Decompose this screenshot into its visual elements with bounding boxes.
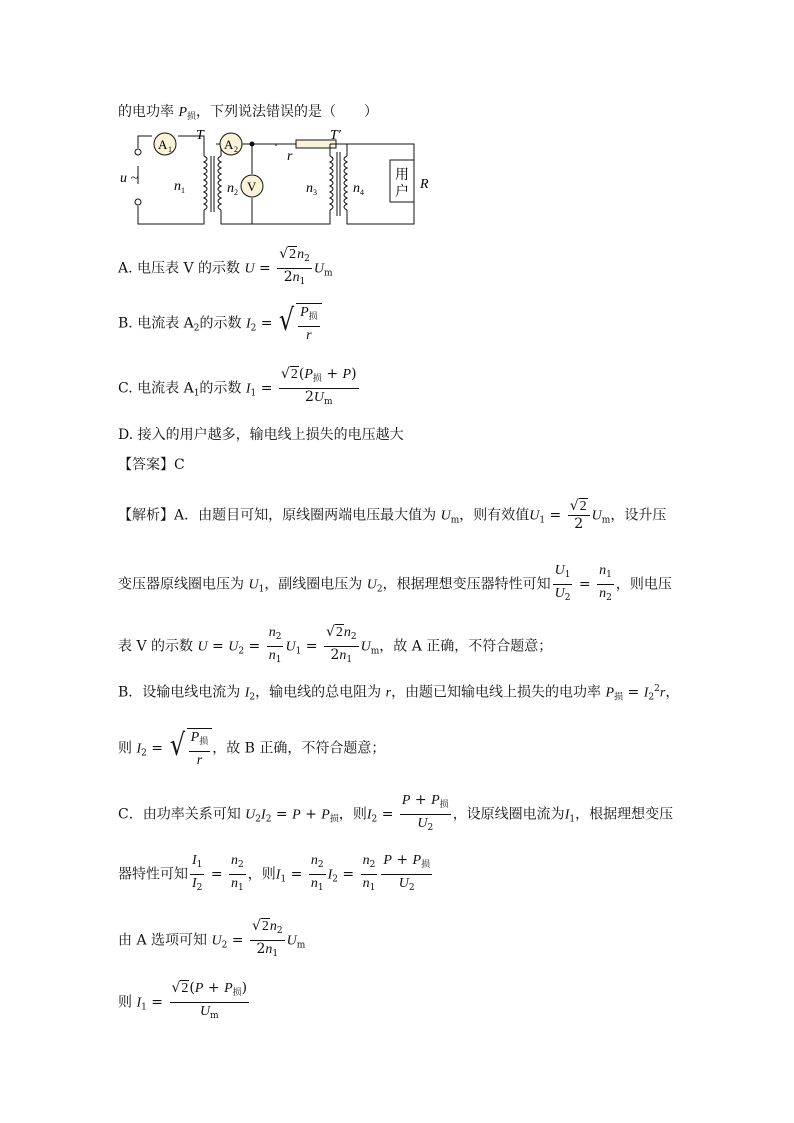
svg-text:3: 3 bbox=[313, 188, 317, 197]
analysis-line-6: C．由功率关系可知 $U_2I_2 = P + P_损$，则$I_2$ = $\frac{P + P_损}{U_2}$ ，设原线圈电流为$I_1$，根据理想变压 bbox=[118, 792, 674, 833]
analysis-line-1: 【解析】A．由题目可知，原线圈两端电压最大值为 $U_m$，则有效值$U_1$ = $\frac{√2}{2}$ $U_m$，设升压 bbox=[118, 498, 667, 532]
user-box-label-1: 用 bbox=[395, 168, 409, 183]
circuit-diagram bbox=[118, 126, 438, 230]
option-d: D. 接入的用户越多，输电线上损失的电压越大 bbox=[118, 427, 404, 443]
svg-text:4: 4 bbox=[360, 188, 364, 197]
label-T-prime: T′ bbox=[330, 128, 341, 143]
analysis-line-9: 则 $I_1$ = $\frac{√2(P + P_损)}{U_m}$ bbox=[118, 980, 248, 1021]
junction-dot bbox=[250, 142, 254, 146]
svg-text:2: 2 bbox=[234, 188, 238, 197]
svg-text:A: A bbox=[224, 137, 234, 152]
fraction: $\frac{√2n_2}{2n_1}$ bbox=[279, 246, 310, 287]
option-c: C. 电流表 $A_1$的示数 $I_1$ = $\frac{√2(P_损 + P)}{2U_m}$ bbox=[118, 366, 361, 411]
label-T: T bbox=[196, 128, 204, 143]
label-n4: n bbox=[353, 181, 360, 196]
analysis-line-3: 表 V 的示数 $U = U_2$ = $\frac{n_2}{n_1}$ $U_1$ = $\frac{√2n_2}{2n_1}$ $U_m$，故 A 正确，不符合题意； bbox=[118, 624, 553, 665]
label-n3: n bbox=[306, 181, 313, 196]
label-R: R bbox=[420, 177, 429, 192]
analysis-line-7: 器特性可知 $\frac{I_1}{I_2}$ = $\frac{n_2}{n_1}$ ，则$I_1$ = $\frac{n_2}{n_1}$ $I_2$ = $\frac{n_2}{n_1}$ $\frac{P + P_损}{U_2}$ bbox=[118, 852, 431, 893]
user-box-label-2: 户 bbox=[395, 185, 409, 200]
svg-text:2: 2 bbox=[234, 145, 238, 154]
analysis-line-5: 则 $I_2$ = √ $\frac{P_损}{r}$ ，故 B 正确，不符合题意； bbox=[118, 728, 386, 768]
option-b: B. 电流表 $A_2$的示数 $I_2$ = √ $\frac{P_损}{r}$ bbox=[118, 303, 322, 344]
terminal-bottom bbox=[135, 199, 141, 205]
label-n1: n bbox=[174, 179, 181, 194]
question-stem: 的电功率 $P_损$，下列说法错误的是（ ） bbox=[118, 104, 379, 122]
fraction: $\frac{√2(P_损 + P)}{2U_m}$ bbox=[280, 366, 357, 407]
analysis-line-4: B．设输电线电流为 $I_2$，输电线的总电阻为 r，由题已知输电线上损失的电功率 $P_损 = I_2^2r$， bbox=[118, 684, 680, 703]
svg-text:A: A bbox=[158, 137, 168, 152]
svg-text:1: 1 bbox=[181, 186, 185, 195]
label-u: u ~ bbox=[120, 171, 139, 186]
analysis-line-2: 变压器原线圈电压为 $U_1$，副线圈电压为 $U_2$，根据理想变压器特性可知 $\frac{U_1}{U_2}$ = $\frac{n_1}{n_2}$ ，则电压 bbox=[118, 563, 672, 603]
option-a: A. 电压表 V 的示数 U = $\frac{√2n_2}{2n_1}$ $U_m$ bbox=[118, 246, 333, 291]
svg-text:V: V bbox=[247, 179, 257, 194]
label-n2: n bbox=[227, 181, 234, 196]
svg-text:1: 1 bbox=[168, 145, 172, 154]
answer: 【答案】C bbox=[118, 457, 185, 473]
label-r: r bbox=[287, 149, 293, 164]
terminal-top bbox=[135, 149, 141, 155]
analysis-line-8: 由 A 选项可知 $U_2$ = $\frac{√2n_2}{2n_1}$ $U_m$ bbox=[118, 918, 306, 959]
square-root: √ $\frac{P_损}{r}$ bbox=[277, 303, 322, 344]
